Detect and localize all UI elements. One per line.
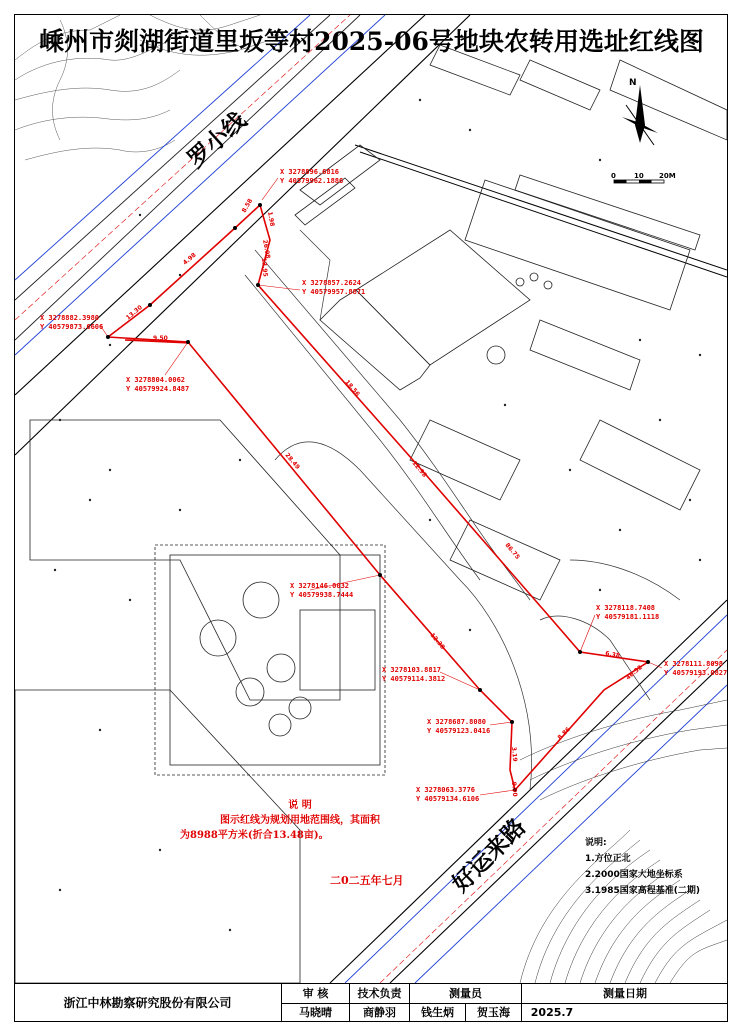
- segment-length-label: 13.95: [260, 257, 269, 278]
- segment-length-label: 9.50: [153, 335, 168, 342]
- segment-length-label: 18.56: [343, 378, 362, 398]
- map-title: 嵊州市剡湖街道里坂等村2025-06号地块农转用选址红线图: [39, 27, 704, 56]
- value-surveyor-2: 贺玉海: [466, 1003, 522, 1022]
- segment-length-label: 8.86: [556, 725, 572, 742]
- segment-length-label: 12.38: [428, 631, 447, 651]
- company-name: 浙江中林勘察研究股份有限公司: [14, 984, 282, 1022]
- value-surveyor-1: 钱生炳: [410, 1003, 466, 1022]
- explanation-note: [180, 798, 420, 843]
- legend-heading: 说明:: [585, 838, 607, 848]
- segment-length-label: 8.58: [240, 197, 255, 214]
- coordinate-label: X 3278857.2624 Y 40579957.8871: [302, 279, 366, 296]
- explanation-heading: 说 明: [288, 800, 312, 811]
- south-road-label: 好运来路: [446, 813, 532, 898]
- header-review: 审 核: [282, 984, 350, 1004]
- scale-label-0: 0: [611, 172, 616, 180]
- value-survey-date: 2025.7: [530, 1006, 574, 1019]
- segment-length-label: 6.38: [604, 650, 621, 660]
- value-tech-lead: 商静羽: [350, 1003, 410, 1022]
- coordinate-label: X 3278111.8098 Y 40579193.0827: [664, 660, 728, 677]
- segment-length-label: 1.98: [266, 211, 276, 227]
- coordinate-label: X 3278804.0062 Y 40579924.8487: [126, 376, 190, 393]
- coordinate-label: X 3278063.3776 Y 40579134.6106: [416, 786, 480, 803]
- title-block: [14, 983, 728, 1023]
- coordinate-label: X 3278896.6816 Y 40579962.1886: [280, 168, 344, 185]
- legend-item: 3.1985国家高程基准(二期): [585, 886, 700, 896]
- date-text: 二0二五年七月: [330, 874, 404, 887]
- north-road-label: 罗小线: [182, 106, 252, 174]
- coordinate-label: X 3278118.7408 Y 40579181.1118: [596, 604, 660, 621]
- legend: [585, 835, 700, 899]
- segment-length-label: 3.19: [510, 746, 519, 762]
- header-tech-lead: 技术负责: [350, 984, 410, 1004]
- legend-item: 2.2000国家大地坐标系: [585, 870, 683, 880]
- value-reviewer: 马晓晴: [282, 1003, 350, 1022]
- segment-length-label: 86.75: [503, 541, 522, 561]
- coordinate-label: X 3278882.3980 Y 40579873.6606: [40, 314, 104, 331]
- header-surveyor: 测量员: [410, 984, 522, 1004]
- segment-length-label: 46.32: [624, 663, 644, 682]
- segment-length-label: 4.98: [181, 251, 198, 267]
- coordinate-label: X 3278146.0032 Y 40579938.7444: [290, 582, 354, 599]
- segment-length-label: 26.08: [261, 239, 272, 260]
- explanation-line2: 为8988平方米(折合13.48亩)。: [180, 830, 329, 841]
- segment-length-label: 9.90: [510, 781, 519, 797]
- segment-length-label: 12.98: [410, 459, 429, 479]
- segment-length-label: 28.49: [283, 451, 302, 471]
- explanation-line1: 图示红线为规划用地范围线，其面积: [220, 815, 380, 826]
- north-label: N: [629, 78, 637, 88]
- segment-length-label: 13.30: [124, 303, 144, 322]
- coordinate-label: X 3278103.8817 Y 40579114.3812: [382, 666, 446, 683]
- scale-label-10: 10: [634, 172, 644, 180]
- scale-label-20m: 20M: [659, 172, 676, 180]
- header-survey-date: 测量日期: [522, 984, 728, 1004]
- legend-item: 1.方位正北: [585, 854, 631, 864]
- coordinate-label: X 3278687.8080 Y 40579123.0416: [427, 718, 491, 735]
